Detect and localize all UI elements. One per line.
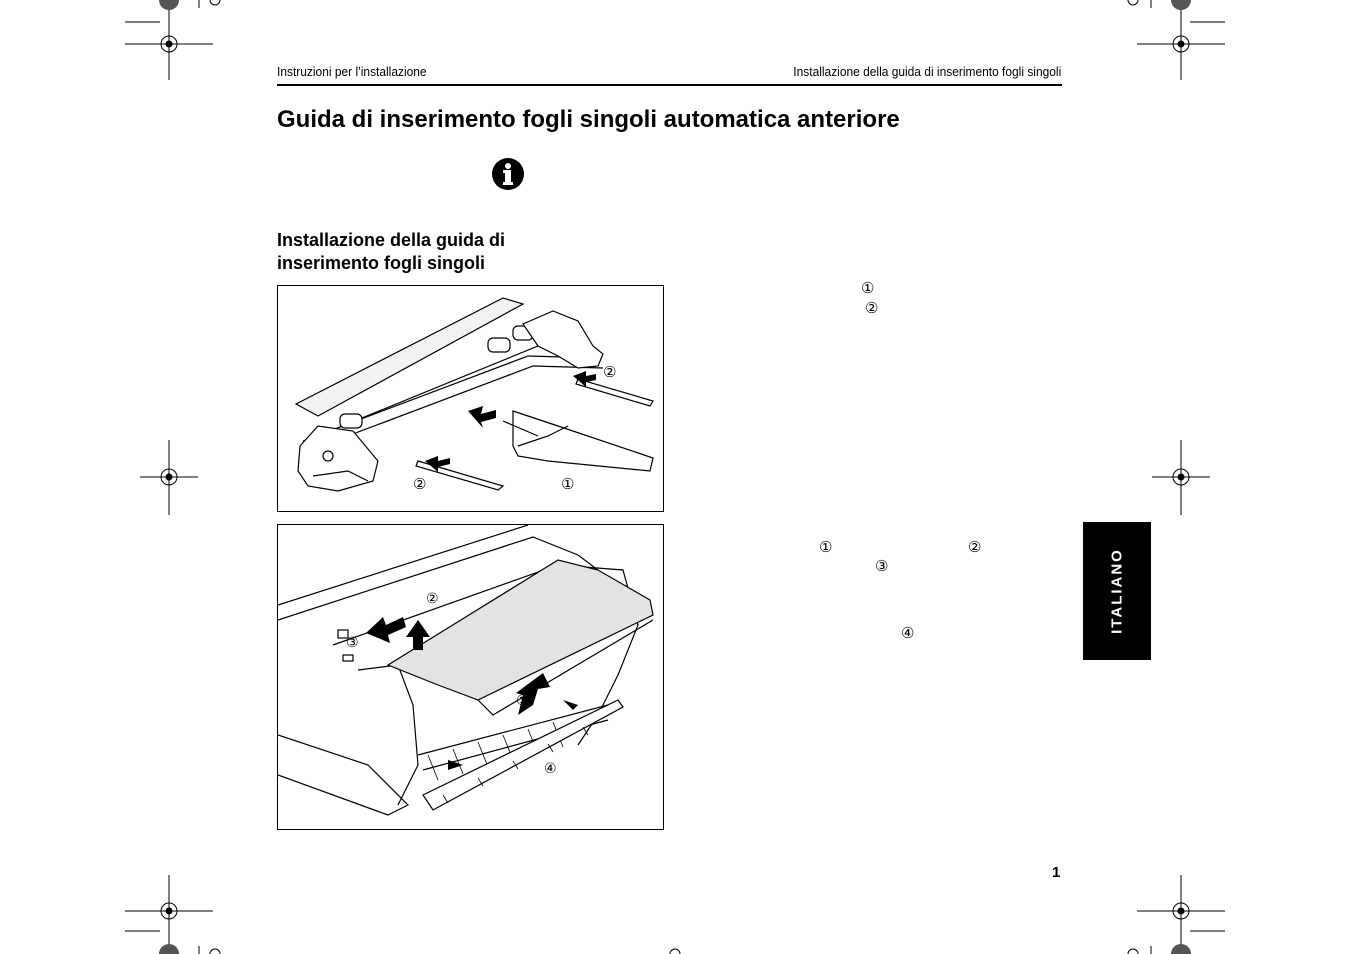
fig2-label-c: ① bbox=[516, 693, 529, 709]
fig1-label-c: ① bbox=[561, 475, 575, 493]
language-tab-label: ITALIANO bbox=[1108, 548, 1126, 634]
section-heading-line2: inserimento fogli singoli bbox=[277, 253, 486, 273]
info-icon bbox=[491, 157, 525, 196]
text-marker-3: ① bbox=[819, 539, 833, 556]
text-marker-4: ② bbox=[968, 539, 982, 556]
fig1-label-b: ② bbox=[413, 475, 427, 493]
text-marker-2: ② bbox=[865, 300, 879, 317]
text-marker-6: ④ bbox=[901, 625, 915, 642]
page-number: 1 bbox=[1052, 864, 1061, 881]
fig2-label-d: ④ bbox=[544, 761, 557, 777]
fig1-label-a: ② bbox=[603, 363, 617, 381]
text-marker-5: ③ bbox=[875, 558, 889, 575]
figure-install-rails bbox=[277, 285, 664, 512]
section-heading-line1: Installazione della guida di bbox=[277, 230, 506, 250]
header-rule bbox=[277, 84, 1062, 86]
fig2-label-b: ③ bbox=[346, 635, 359, 651]
header-right: Installazione della guida di inserimento fogli singoli bbox=[793, 64, 1061, 79]
header-left: Instruzioni per l’installazione bbox=[277, 64, 427, 79]
fig2-label-a: ② bbox=[426, 591, 439, 607]
figure-remove-cover bbox=[277, 524, 664, 830]
text-marker-1: ① bbox=[861, 280, 875, 297]
section-heading bbox=[277, 229, 505, 275]
page-title: Guida di inserimento fogli singoli automatica anteriore bbox=[277, 106, 900, 133]
language-tab bbox=[1083, 522, 1151, 660]
